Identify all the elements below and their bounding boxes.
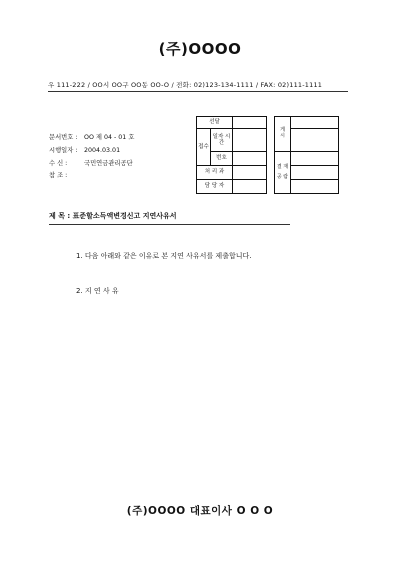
gongram-cell-2 — [291, 180, 339, 194]
recipient-label: 수 신 : — [49, 160, 68, 167]
document-title: (주)OOOO — [158, 40, 242, 58]
gongram-cell-1 — [291, 166, 339, 180]
gongram-label: 공 람 — [276, 173, 289, 180]
ilja-sigan-cell — [233, 129, 267, 152]
stamp-side-cell-2 — [291, 129, 339, 152]
address-divider — [48, 91, 348, 92]
damdangja-cell — [233, 180, 267, 194]
date-row — [49, 145, 120, 154]
subject-line: 제 목 : 표준할소득액변경신고 지연사유서 — [49, 212, 177, 220]
approval-stamp-box — [196, 116, 339, 194]
doc-number-value: OO 제 04 - 01 호 — [84, 134, 135, 141]
ilja-sigan-label: 일자 시간 — [211, 129, 233, 152]
reference-label: 참 조 : — [49, 172, 68, 179]
damdangja-label: 담 당 자 — [197, 180, 233, 194]
cheorigwa-cell — [233, 166, 267, 180]
body-item-1: 1. 다음 아래와 같은 이유로 본 지연 사유서를 제출합니다. — [76, 252, 252, 260]
seondal-cell — [233, 117, 267, 129]
date-label: 시행일자 : — [49, 147, 78, 154]
doc-number-label: 문서번호 : — [49, 134, 78, 141]
recipient-row — [49, 158, 133, 167]
gyeolje-cell — [291, 152, 339, 166]
gyeolje-gongram-label — [275, 152, 291, 194]
cheorigwa-label: 처 리 과 — [197, 166, 233, 180]
body-item-2: 2. 지 연 사 유 — [76, 287, 119, 295]
gyeolje-label: 결 재 — [276, 163, 289, 170]
stamp-side-cell-1 — [291, 117, 339, 129]
recipient-value: 국민연금관리공단 — [84, 160, 133, 167]
signature-footer: (주)OOOO 대표이사 O O O — [126, 505, 274, 517]
doc-number-row — [49, 132, 134, 141]
date-value: 2004.03.01 — [84, 147, 121, 154]
beonho-label: 번호 — [211, 152, 233, 166]
jeopsu-label: 접수 — [197, 129, 211, 166]
stamp-gap — [267, 117, 275, 194]
address-line: 우 111-222 / OO시 OO구 OO동 OO-O / 전화: 02)123-134-1111 / FAX: 02)111-1111 — [48, 81, 323, 89]
subject-divider — [49, 224, 290, 225]
stamp-side-label: 게 시 — [275, 117, 291, 152]
beonho-cell — [233, 152, 267, 166]
reference-row — [49, 170, 82, 179]
seondal-label: 선달 — [197, 117, 233, 129]
